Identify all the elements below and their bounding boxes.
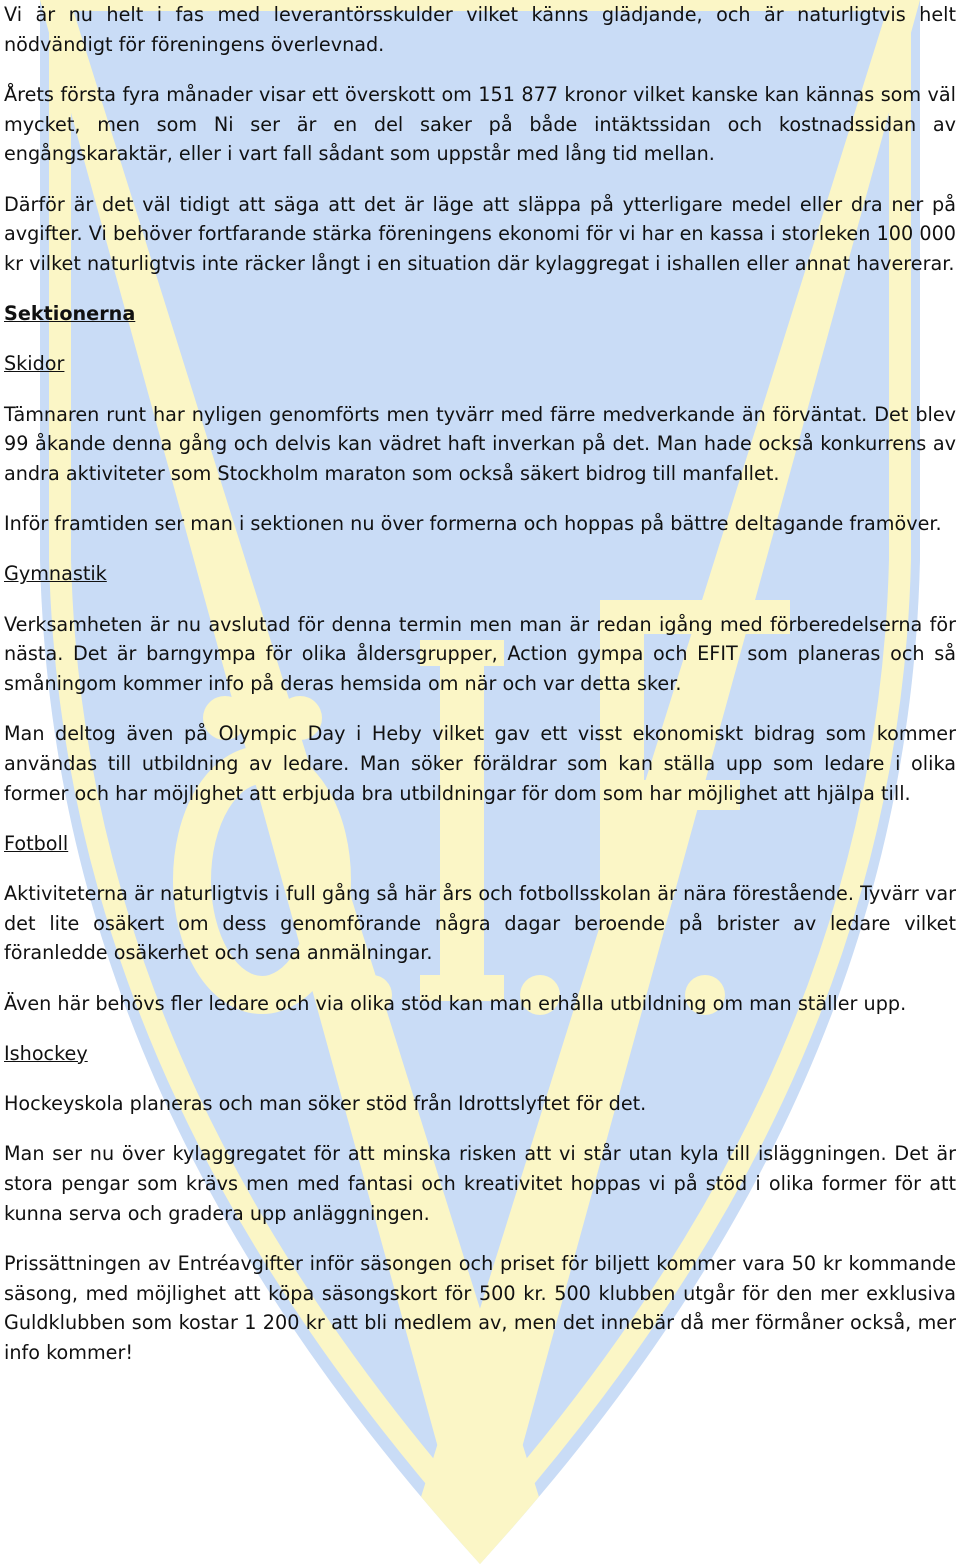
skidor-paragraph-2: Inför framtiden ser man i sektionen nu över formerna och hoppas på bättre deltagande framöver.	[4, 512, 942, 536]
section-title-fotboll: Fotboll	[4, 831, 69, 855]
fotboll-paragraph-2: Även här behövs fler ledare och via olika stöd kan man erhålla utbildning om man ställer upp.	[4, 991, 907, 1015]
skidor-paragraph-1: Tämnaren runt har nyligen genomförts men tyvärr med färre medverkande än förväntat. Det blev 99 åkande denna gång och delvis kan vädret haft inverkan på det. Man hade också konkurrens av andra aktiviteter som Stockholm maraton som också säkert bidrog till manfallet.	[4, 402, 956, 485]
fotboll-paragraph-1: Aktiviteterna är naturligtvis i full gång så här års och fotbollsskolan är nära förestående. Tyvärr var det lite osäkert om dess genomförande några dagar beroende på brister av ledare vilket föranledde osäkerhet och sena anmälningar.	[4, 881, 956, 965]
section-title-skidor: Skidor	[4, 352, 65, 376]
ishockey-paragraph-2: Man ser nu över kylaggregatet för att minska risken att vi står utan kyla till isläggningen. Det är stora pengar som krävs men med fantasi och kreativitet hoppas vi på stöd i olika former för att kunna serva och gradera upp anläggningen.	[4, 1142, 956, 1225]
gymnastik-paragraph-1: Verksamheten är nu avslutad för denna termin men man är redan igång med förberedelserna för nästa. Det är barngympa för olika åldersgrupper, Action gympa och EFIT som planeras och så småningom kommer info på deras hemsida om när och var detta sker.	[4, 612, 956, 695]
intro-paragraph-2: Årets första fyra månader visar ett överskott om 151 877 kronor vilket kanske kan kännas som väl mycket, men som Ni ser är en del saker på både intäktssidan och kostnadssidan av engångskaraktär, eller i vart fall sådant som uppstår med lång tid mellan.	[4, 82, 956, 166]
ishockey-paragraph-1: Hockeyskola planeras och man söker stöd från Idrottslyftet för det.	[4, 1091, 647, 1115]
intro-paragraph-3: Därför är det väl tidigt att säga att det är läge att släppa på ytterligare medel eller dra ner på avgifter. Vi behöver fortfarande stärka föreningens ekonomi för vi har en kassa i storleken 100 000 kr vilket naturligtvis inte räcker långt i en situation där kylaggregat i ishallen eller annat havererar.	[4, 192, 956, 275]
section-heading-sektionerna: Sektionerna	[4, 302, 136, 326]
gymnastik-paragraph-2: Man deltog även på Olympic Day i Heby vilket gav ett visst ekonomiskt bidrag som kommer användas till utbildning av ledare. Man söker föräldrar som kan ställa upp som ledare i olika former och har möjlighet att erbjuda bra utbildningar för dom som har möjlighet att hjälpa till.	[4, 722, 956, 805]
section-title-ishockey: Ishockey	[4, 1041, 88, 1065]
ishockey-paragraph-3: Prissättningen av Entréavgifter inför säsongen och priset för biljett kommer vara 50 kr kommande säsong, med möjlighet att köpa säsongskort för 500 kr. 500 klubben utgår för den mer exklusiva Guldklubben som kostar 1 200 kr att bli medlem av, men det innebär då mer förmåner också, mer info kommer!	[4, 1251, 956, 1364]
intro-paragraph-1: Vi är nu helt i fas med leverantörsskulder vilket känns glädjande, och är naturligtvis helt nödvändigt för föreningens överlevnad.	[4, 3, 956, 56]
section-title-gymnastik: Gymnastik	[4, 562, 107, 586]
